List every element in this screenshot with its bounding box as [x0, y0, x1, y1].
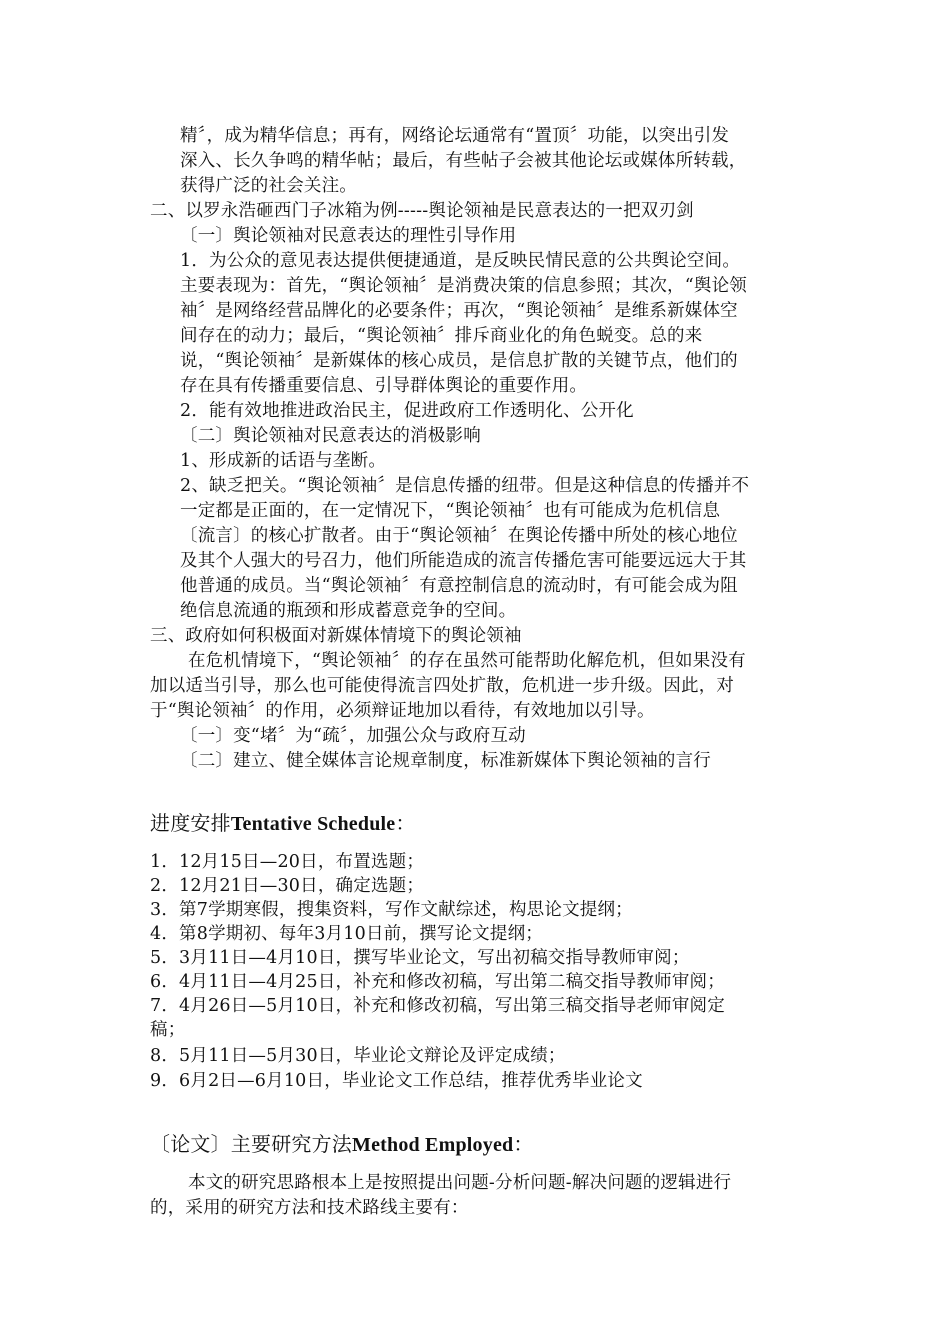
body-line: 于“舆论领袖〞的作用，必须辩证地加以看待，有效地加以引导。: [150, 701, 655, 721]
subsection-heading: 〔二〕建立、健全媒体言论规章制度，标准新媒体下舆论领袖的言行: [180, 751, 711, 771]
body-line: 存在具有传播重要信息、引导群体舆论的重要作用。: [180, 376, 588, 396]
body-line: 加以适当引导，那么也可能使得流言四处扩散，危机进一步升级。因此，对: [150, 676, 735, 696]
body-line: 1、形成新的话语与垄断。: [180, 451, 387, 471]
body-line: 袖〞是网络经营品牌化的必要条件；再次，“舆论领袖〞是维系新媒体空: [180, 301, 738, 321]
method-heading-colon: ：: [513, 1132, 534, 1156]
body-line: 2．能有效地推进政治民主，促进政府工作透明化、公开化: [180, 401, 634, 421]
body-line: 1．为公众的意见表达提供便捷通道，是反映民情民意的公共舆论空间。: [180, 251, 741, 271]
body-line: 〔流言〕的核心扩散者。由于“舆论领袖〞在舆论传播中所处的核心地位: [180, 526, 738, 546]
schedule-heading-cn: 进度安排: [150, 811, 231, 835]
method-heading-cn: 〔论文〕主要研究方法: [150, 1132, 352, 1156]
schedule-item: 7．4月26日—5月10日，补充和修改初稿，写出第三稿交指导老师审阅定: [150, 996, 725, 1016]
method-heading: [150, 1130, 534, 1159]
subsection-heading: 〔二〕舆论领袖对民意表达的消极影响: [180, 426, 481, 446]
body-line: 2、缺乏把关。“舆论领袖〞是信息传播的纽带。但是这种信息的传播并不: [180, 476, 750, 496]
subsection-heading: 〔一〕舆论领袖对民意表达的理性引导作用: [180, 226, 517, 246]
body-line: 绝信息流通的瓶颈和形成蓄意竞争的空间。: [180, 601, 517, 621]
body-line: 及其个人强大的号召力，他们所能造成的流言传播危害可能要远远大于其: [180, 551, 747, 571]
schedule-item: 9．6月2日—6月10日，毕业论文工作总结，推荐优秀毕业论文: [150, 1071, 643, 1091]
body-line: 一定都是正面的，在一定情况下，“舆论领袖〞也有可能成为危机信息: [180, 501, 721, 521]
body-line: 他普通的成员。当“舆论领袖〞有意控制信息的流动时，有可能会成为阻: [180, 576, 738, 596]
body-line: 获得广泛的社会关注。: [180, 176, 357, 196]
schedule-item: 6．4月11日—4月25日，补充和修改初稿，写出第二稿交指导教师审阅；: [150, 972, 725, 992]
body-line: 在危机情境下，“舆论领袖〞的存在虽然可能帮助化解危机，但如果没有: [188, 651, 746, 671]
schedule-heading-colon: ：: [395, 811, 416, 835]
schedule-item: 3．第7学期寒假，搜集资料，写作文献综述，构思论文提纲；: [150, 900, 633, 920]
section-heading-2: 二、以罗永浩砸西门子冰箱为例-----舆论领袖是民意表达的一把双刃剑: [150, 201, 694, 221]
schedule-heading-en: Tentative Schedule: [230, 813, 396, 835]
body-line: 深入、长久争鸣的精华帖；最后，有些帖子会被其他论坛或媒体所转载，: [180, 151, 747, 171]
body-line: 说，“舆论领袖〞是新媒体的核心成员，是信息扩散的关键节点，他们的: [180, 351, 738, 371]
subsection-heading: 〔一〕变“堵〞为“疏〞，加强公众与政府互动: [180, 726, 526, 746]
schedule-item: 2．12月21日—30日，确定选题；: [150, 876, 425, 896]
schedule-item: 5．3月11日—4月10日，撰写毕业论文，写出初稿交指导教师审阅；: [150, 948, 690, 968]
method-line: 本文的研究思路根本上是按照提出问题-分析问题-解决问题的逻辑进行: [188, 1173, 732, 1193]
schedule-heading: [150, 809, 416, 838]
body-line: 主要表现为：首先，“舆论领袖〞是消费决策的信息参照；其次，“舆论领: [180, 276, 747, 296]
schedule-item: 稿；: [150, 1020, 186, 1040]
body-line: 精〞，成为精华信息；再有，网络论坛通常有“置顶〞功能，以突出引发: [180, 126, 730, 146]
method-line: 的，采用的研究方法和技术路线主要有：: [150, 1198, 469, 1218]
schedule-item: 1．12月15日—20日，布置选题；: [150, 852, 425, 872]
schedule-item: 8．5月11日—5月30日，毕业论文辩论及评定成绩；: [150, 1046, 566, 1066]
section-heading-3: 三、政府如何积极面对新媒体情境下的舆论领袖: [150, 626, 522, 646]
body-line: 间存在的动力；最后，“舆论领袖〞排斥商业化的角色蜕变。总的来: [180, 326, 703, 346]
method-heading-en: Method Employed: [352, 1134, 514, 1156]
schedule-item: 4．第8学期初、每年3月10日前，撰写论文提纲；: [150, 924, 543, 944]
